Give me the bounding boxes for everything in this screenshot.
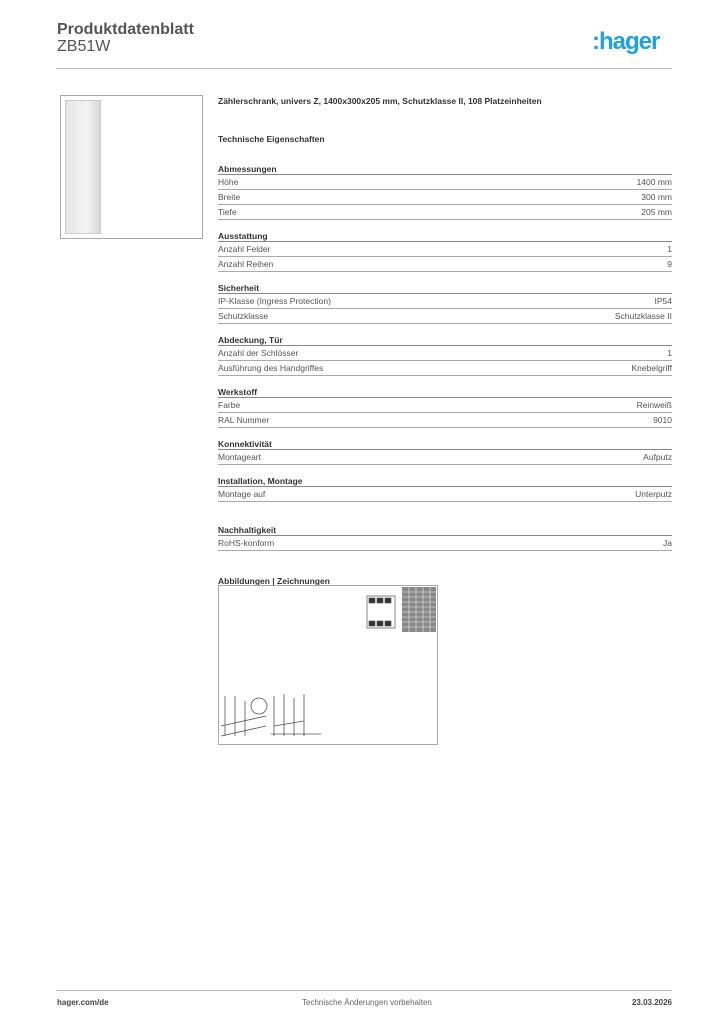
spec-label: Anzahl Reihen (218, 259, 274, 269)
spec-label: IP-Klasse (Ingress Protection) (218, 296, 331, 306)
spec-row (218, 413, 672, 428)
spec-value: 9010 (653, 415, 672, 425)
spec-row (218, 450, 672, 465)
spec-row (218, 398, 672, 413)
spec-sections (218, 161, 672, 559)
header-divider (56, 68, 672, 69)
section-title: Werkstoff (218, 384, 672, 398)
spec-value: 300 mm (641, 192, 672, 202)
drawings-box (218, 585, 438, 745)
spec-row (218, 257, 672, 272)
spec-value: Ja (663, 538, 672, 548)
section-title: Abdeckung, Tür (218, 332, 672, 346)
spec-row (218, 190, 672, 205)
spec-row (218, 175, 672, 190)
footer-notice: Technische Änderungen vorbehalten (302, 998, 432, 1007)
spec-value: Schutzklasse II (614, 311, 672, 321)
spec-label: Montage auf (218, 489, 266, 499)
spec-label: Anzahl Felder (218, 244, 271, 254)
spec-row (218, 242, 672, 257)
images-heading: Abbildungen | Zeichnungen (218, 576, 330, 586)
dimension-table (402, 587, 436, 632)
spec-label: Höhe (218, 177, 239, 187)
spec-value: 1400 mm (636, 177, 672, 187)
section-title: Abmessungen (218, 161, 672, 175)
footer-website[interactable]: hager.com/de (57, 998, 109, 1007)
cabinet-illustration (65, 100, 101, 234)
spec-row (218, 309, 672, 324)
spec-label: Farbe (218, 400, 241, 410)
page-title: Produktdatenblatt (57, 21, 194, 38)
product-description: Zählerschrank, univers Z, 1400x300x205 mm, Schutzklasse II, 108 Platzeinheiten (218, 96, 542, 106)
spec-label: Tiefe (218, 207, 237, 217)
section-title: Nachhaltigkeit (218, 522, 672, 536)
footer-divider (56, 990, 672, 991)
spec-value: 1 (667, 348, 672, 358)
spec-label: Montageart (218, 452, 261, 462)
footer-date: 23.03.2026 (631, 998, 672, 1007)
spec-value: Unterputz (635, 489, 672, 499)
spec-value: Knebelgriff (631, 363, 672, 373)
dimension-drawing (367, 596, 395, 628)
spec-label: Ausführung des Handgriffes (218, 363, 324, 373)
spec-value: Reinweiß (636, 400, 672, 410)
product-code: ZB51W (57, 38, 111, 55)
spec-row (218, 361, 672, 376)
section-title: Konnektivität (218, 436, 672, 450)
spec-label: Schutzklasse (218, 311, 269, 321)
technical-drawings (219, 586, 439, 746)
spec-label: Anzahl der Schlösser (218, 348, 299, 358)
spec-value: 205 mm (641, 207, 672, 217)
hager-logo: :hager (592, 28, 660, 55)
installation-drawings (221, 694, 321, 736)
section-title: Ausstattung (218, 228, 672, 242)
spec-label: Breite (218, 192, 241, 202)
tech-heading: Technische Eigenschaften (218, 134, 325, 144)
spec-value: 1 (667, 244, 672, 254)
spec-row (218, 536, 672, 551)
spec-row (218, 205, 672, 220)
main-content (218, 96, 672, 586)
spec-row (218, 487, 672, 502)
spec-value: IP54 (654, 296, 672, 306)
spec-label: RAL Nummer (218, 415, 270, 425)
spec-row (218, 294, 672, 309)
product-image (60, 95, 203, 239)
spec-value: 9 (667, 259, 672, 269)
spec-value: Aufputz (643, 452, 672, 462)
spec-label: RoHS-konform (218, 538, 275, 548)
section-title: Sicherheit (218, 280, 672, 294)
spec-row (218, 346, 672, 361)
section-title: Installation, Montage (218, 473, 672, 487)
